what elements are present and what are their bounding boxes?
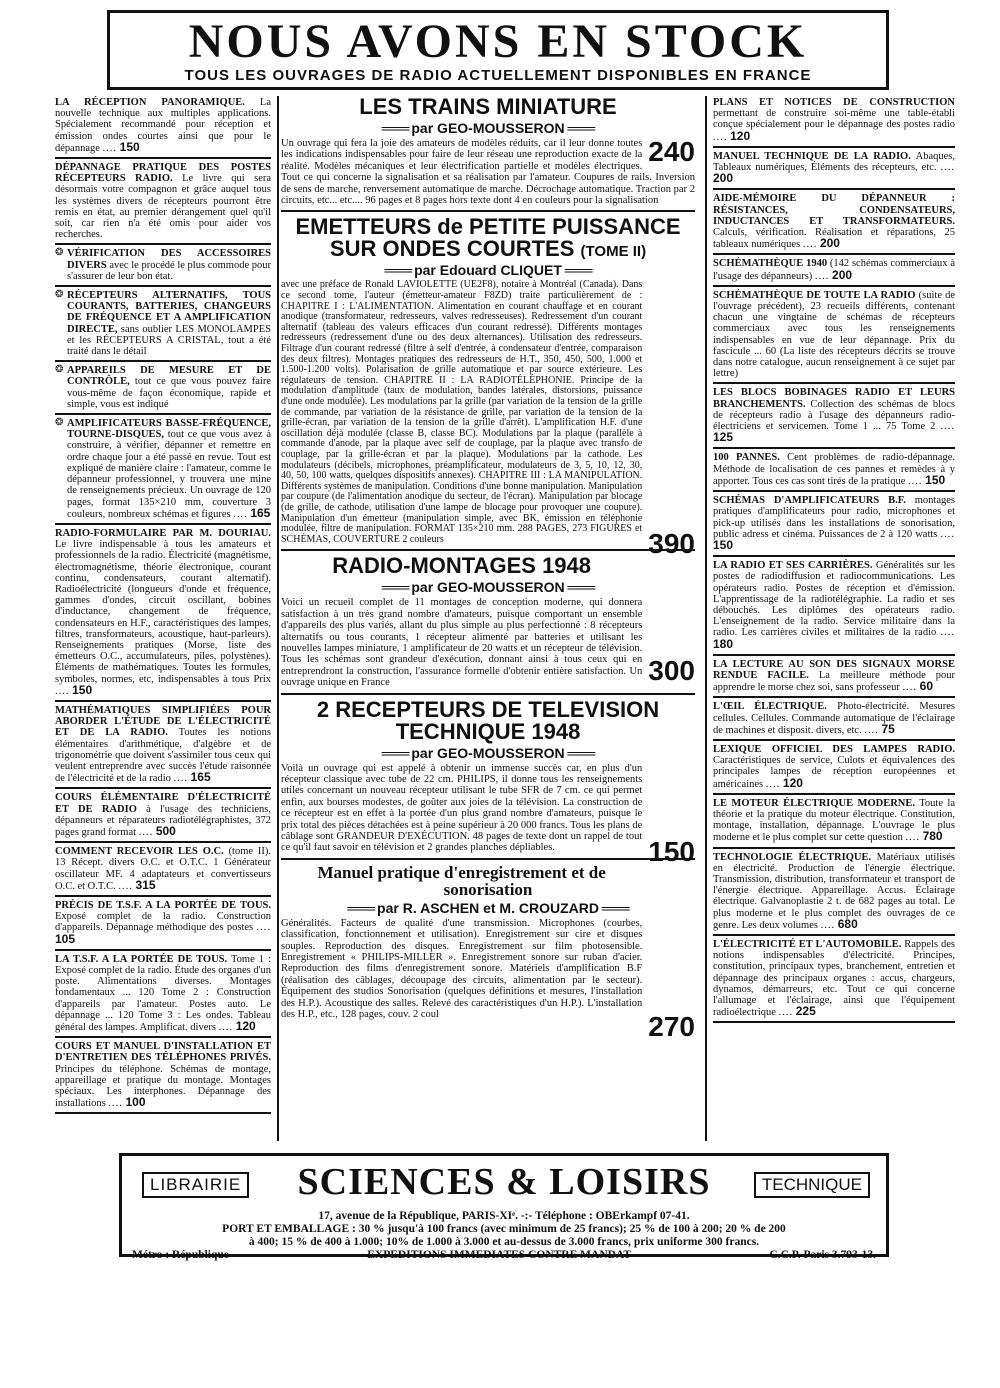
header-box [107, 10, 889, 90]
book-price: 300 [648, 655, 695, 687]
book-television [281, 696, 695, 867]
book-radio-montages [281, 555, 695, 694]
item-price: 150 [72, 682, 93, 697]
item-title: LA T.S.F. A LA PORTÉE DE TOUS. [55, 953, 228, 965]
catalog-item: LES BLOCS BOBINAGES RADIO ET LEURS BRANCHEMENTS. Collection des schémas de blocs de récepteurs radio à l'usage des dépanneurs radio-électriciens et servicemen. Tome 1 ... 75 Tome 2 .... 125 [713, 386, 955, 449]
item-title: LA RADIO ET SES CARRIÈRES. [713, 560, 873, 572]
item-price: 120 [782, 775, 803, 790]
catalog-item: PRÉCIS DE T.S.F. A LA PORTÉE DE TOUS. Exposé complet de la radio. Construction d'appareils. Dépannage méthodique des postes .... 105 [55, 899, 271, 951]
book-author: ═══ par Edouard CLIQUET ═══ [384, 262, 592, 279]
item-description: La nouvelle technique aux multiples applications. Spécialement recommandé pour réception et émission ondes courtes ainsi que pour le dépannage [55, 97, 271, 154]
item-price: 225 [795, 1004, 816, 1019]
item-description: La meilleure méthode pour apprendre le morse chez soi, sans professeur [713, 669, 955, 694]
book-trains [281, 96, 695, 212]
book-price: 390 [648, 528, 695, 560]
book-title: EMETTEURS de PETITE PUISSANCE SUR ONDES COURTES (TOME II) [295, 214, 681, 262]
book-title: LES TRAINS MINIATURE [359, 96, 617, 119]
item-title: LE MOTEUR ÉLECTRIQUE MODERNE. [713, 797, 915, 809]
item-price: 75 [881, 721, 895, 736]
book-title: 2 RECEPTEURS DE TELEVISION TECHNIQUE 1948 [316, 696, 660, 744]
item-title: RÉCEPTEURS ALTERNATIFS, TOUS COURANTS, BATTERIES, CHANGEURS DE FRÉQUENCE ET A AMPLIFICATION DIRECTE, [67, 290, 271, 335]
item-title: LES BLOCS BOBINAGES RADIO ET LEURS BRANCHEMENTS. [713, 387, 955, 410]
item-description: Cent problèmes de radio-dépannage. Méthode de localisation de ces pannes et remèdes à y apporter. Tous ces cas sont tirés de la pratique [713, 452, 955, 487]
item-description: à l'usage des techniciens, dépanneurs et réparateurs radiotélégraphistes, 372 pages grand format [55, 803, 272, 838]
catalog-item: MATHÉMATIQUES SIMPLIFIÉES POUR ABORDER L'ÉTUDE DE L'ÉLECTRICITÉ ET DE LA RADIO. Toutes les notions élémentaires d'arithmétique, d'algèbre et de trigonométrie que doivent s'assimiler tous ceux qui veulent entreprendre avec succès l'étude raisonnée de l'électricité et de la radio .... 165 [55, 704, 271, 789]
librairie-label: LIBRAIRIE [142, 1172, 249, 1198]
item-description: avec le procédé le plus commode pour s'assurer de leur bon état. [67, 259, 271, 282]
catalog-item: COURS ET MANUEL D'INSTALLATION ET D'ENTRETIEN DES TÉLÉPHONES PRIVÉS. Principes du téléphone. Schémas de montage, appareillage et pratique du montage. Montages spéciaux. Les interphones. Dépannage des installations .... 100 [55, 1040, 271, 1114]
catalog-item: L'ÉLECTRICITÉ ET L'AUTOMOBILE. Rappels des notions indispensables d'électricité. Principes, constitution, principaux types, branchement, entretien et dépannage des principaux organes : accus, chargeurs, dynamos, démarreurs, etc. Tout ce qui concerne l'allumage et l'éclairage, ainsi que l'équipement radioélectrique .... 225 [713, 938, 955, 1023]
footer-last-line [132, 1249, 876, 1262]
advertisement-page [47, 8, 955, 1308]
item-price: 680 [837, 916, 858, 931]
metro-info: Métro : République [132, 1249, 229, 1261]
item-title: SCHÉMATHÈQUE 1940 [713, 258, 828, 270]
page-title: NOUS AVONS EN STOCK [188, 15, 808, 68]
catalog-item: LE MOTEUR ÉLECTRIQUE MODERNE. Toute la théorie et la pratique du moteur électrique. Constitution, montage, installation, dépannage. L'ouvrage le plus moderne et le plus complet sur cette question .... 780 [713, 797, 955, 849]
book-price: 150 [648, 835, 695, 867]
book-title: RADIO-MONTAGES 1948 [332, 553, 592, 579]
catalog-item: LA T.S.F. A LA PORTÉE DE TOUS. Tome 1 : Exposé complet de la radio. Étude des organes d'un poste. Alimentations diverses. Montages fondamentaux ... 120 Tome 2 : Construction d'appareils par l'amateur. Postes auto. Le dépannage ... 120 Tome 3 : Les ondes. Tableau général des lampes. Amplificat. divers .... 120 [55, 953, 271, 1038]
item-price: 150 [925, 472, 946, 487]
item-title: DÉPANNAGE PRATIQUE DES POSTES RÉCEPTEURS RADIO. [55, 162, 271, 185]
item-description: Abaques, Tableaux numériques, Éléments des récepteurs, etc. [713, 150, 955, 174]
item-description: Caractéristiques de service, Culots et équivalences des principales lampes de réception européennes et américaines [713, 755, 955, 790]
book-title: Manuel pratique d'enregistrement et de sonorisation [317, 862, 606, 899]
book-price: 240 [648, 136, 695, 167]
catalog-item: L'ŒIL ÉLECTRIQUE. Photo-électricité. Mesures cellules. Cellules. Commande automatique de l'éclairage de machines et disposit. divers, etc. .... 75 [713, 700, 955, 741]
item-title: COURS ET MANUEL D'INSTALLATION ET D'ENTRETIEN DES TÉLÉPHONES PRIVÉS. [55, 1041, 271, 1064]
item-price: 165 [250, 505, 271, 520]
book-author: ═══ par GEO-MOUSSERON ═══ [381, 579, 595, 596]
catalog-item: SCHÉMATHÈQUE 1940 (142 schémas commerciaux à l'usage des dépanneurs) .... 200 [713, 257, 955, 286]
item-title: 100 PANNES. [713, 452, 780, 464]
shipping-rates-line1: PORT ET EMBALLAGE : 30 % jusqu'à 100 francs (avec minimum de 25 francs); 25 % de 100 à 200; 20 % de 200 [222, 1223, 786, 1235]
item-description: Toute la théorie et la pratique du moteur électrique. Constitution, montage, installation, dépannage. L'ouvrage le plus moderne et le plus complet sur cette question [713, 797, 955, 844]
shipping-rates-line2: à 400; 15 % de 400 à 1.000; 10% de 1.000 à 3.000 et au-dessus de 3.000 francs, prix uniforme 300 francs. [248, 1236, 760, 1248]
footer-details [132, 1210, 876, 1262]
catalog-item: ❂ AMPLIFICATEURS BASSE-FRÉQUENCE, TOURNE-DISQUES, tout ce que vous avez à construire, à vérifier, dépanner et remettre en ordre chaque jour a été passé en revue. Tout est expliqué de manière claire : l'amateur, comme le dépanneur professionnel, y trouvera une mine de renseignements précieux. Un ouvrage de 120 pages, format 135×210 mm, couverture 3 couleurs, nombreux schémas et figures .... 165 [55, 417, 271, 525]
item-price: 200 [713, 171, 734, 186]
page-subtitle: TOUS LES OUVRAGES DE RADIO ACTUELLEMENT DISPONIBLES EN FRANCE [184, 67, 812, 84]
item-description: (suite de l'ouvrage précédent), 23 recueils différents, contenant chacun une vingtaine de schémas de récepteurs commerciaux avec tous les renseignements indispensables en vue de leur dépannage. Prix du fascicule ... 60 (La liste des récepteurs décrits se trouve dans notre catalogue, aucun renseignement à ce sujet par lettre) [713, 289, 955, 380]
item-description: Calculs, vérification. Réalisation et réparations, 25 tableaux numériques [713, 227, 955, 251]
item-title: AMPLIFICATEURS BASSE-FRÉQUENCE, TOURNE-DISQUES, [67, 418, 271, 441]
item-description: Généralités sur les postes de radiodiffusion et radiocommunications. Les opérateurs radio. Postes de réception et d'émission. L'apprentissage de la radiotélégraphie. La radio et ses débouchés. Les diplômes des opérateurs radio. L'enseignement de la radio. Service militaire dans la radio. Les carrières civiles et militaires de la radio [713, 560, 955, 639]
book-description: 240 Un ouvrage qui fera la joie des amateurs de modèles réduits, car il leur donne toutes les indications indispensables pour faire de leur réseau une reproduction exacte de la réalité. Modèles mécaniques et leur électrification partielle et modèles électriques. Tout ce qui concerne la signalisation et sa réalisation par l'amateur. Coupures de rails. Inversion de sens de marche, renversement automatique de marche. Décrochage automatique. Traction par 2 circuits, etc... etc.... 96 pages et 8 pages hors texte dont 4 en couleurs pour la signalisation [281, 136, 695, 207]
book-description: 390 avec une préface de Ronald LAVIOLETTE (UE2F8), notaire à Montréal (Canada). Dans ce second tome, l'auteur (émetteur-amateur F8ZD) traite particulièrement de : CHAPITRE I : L'ALIMENTATION. Alimentation en courant chauffage et en courant anodique (transformateur, redresseurs, valves redresseuses). Redressement d'un courant alternatif (tableau des valeurs efficaces d'un courant redressé). Différents montages redresseurs (redressement d'une ou des deux alternances). Utilisation des redresseurs. Filtrage d'un courant redressé (filtre à self d'entrée, à condensateur d'entrée, comparaison des deux filtres). Montages pratiques des redresseurs de H.T., 350, 450, 500, 1.000 et 1.500-1.200 volts). Polarisation de grille automatique et par source extérieure. Les régulateurs de tension. CHAPITRE II : LA RADIOTÉLÉPHONIE. Principe de la modulation d'amplitude (taux de modulation, bandes latérales, distorsions, puissance d'une onde modulée). Les modulations par la grille (par variation de la tension de la grille de commande, par variation de la résistance de grille, par variation de la tension de la grille-écran, par variation de la tension de la grille d'arrêt). L'amplification H.F. d'une oscillation déjà modulée (classe B, classe BC). Modulations par la plaque (parallèle à commande d'anode, par la plaque avec self de couplage, par la plaque avec transfo de couplage, par la grille-écran et par la plaque). Modulations par la cathode. Les modulateurs (décibels, microphones, préamplificateur, modulateurs de 3, 5, 10, 12, 30, 40, 50, 100 watts, quelques dispositifs annexes). CHAPITRE III : LA MANIPULATION. Différents systèmes de manipulation. Conditions d'une bonne manipulation. Manipulation par coupure (de l'alimentation anodique du secteur, de l'écran). Manipulation par blocage (de grille, de cathode, utilisation d'une lampe de blocage pour provoquer une coupure). Manipulation d'un émetteur (manipulation simple, avec BK, émission en téléphonie modulée, filtre de manipulation. FORMAT 135×210 mm. 288 PAGES, 273 FIGURES et SCHÉMAS, COUVERTURE 2 couleurs [281, 279, 695, 560]
catalog-item: MANUEL TECHNIQUE DE LA RADIO. Abaques, Tableaux numériques, Éléments des récepteurs, etc. .... 200 [713, 150, 955, 191]
item-description: Photo-électricité. Mesures cellules. Cellules. Commande automatique de l'éclairage de machines et disposit. divers, etc. [713, 701, 955, 736]
item-price: 315 [135, 877, 156, 892]
book-author: ═══ par GEO-MOUSSERON ═══ [381, 120, 595, 136]
item-price: 120 [730, 128, 751, 143]
item-price: 165 [190, 770, 211, 785]
item-price: 180 [713, 636, 734, 651]
item-price: 125 [713, 430, 734, 445]
item-description: Principes du téléphone. Schémas de montage, appareillage et pratique du montage. Montages spéciaux. Les interphones. Dépannage des installations [55, 1063, 271, 1110]
catalog-item: RADIO-FORMULAIRE PAR M. DOURIAU. Le livre indispensable à tous les amateurs et professionnels de la radio. Électricité (magnétisme, électromagnétisme, théorie électronique, courant continu, condensateurs, courant alternatif). Radioélectricité (longueurs d'onde et fréquence, gammes d'ondes, circuit oscillant, bobines d'inductance, changement de fréquence, condensateurs en H.F., caractéristiques des lampes, filtres, transformateurs, acoustique, haut-parleurs). Renseignements pratiques (Morse, liste des émetteurs O.C., accumulateurs, piles, polystènes). Éléments de mathématiques. Toutes les formules, symboles, normes, etc, indispensables à tous Prix .... 150 [55, 527, 271, 702]
item-price: 200 [832, 267, 853, 282]
item-price: 200 [819, 236, 840, 251]
book-description: 300 Voici un recueil complet de 11 montages de conception moderne, qui donnera satisfaction à un très grand nombre d'amateurs, puisque comportant un ensemble d'appareils des plus variés, allant du plus simple au plus perfectionné : 8 récepteurs alternatifs ou tous courants, 1 récepteur alimenté par batteries et utilisant les nouvelles lampes miniature, 1 amplificateur de 20 watts et un récepteur de télévision. Tous les schémas sont grandeur d'exécution, donnant ainsi à tous ceux qui en entreprendront la construction, l'assurance formelle d'obtenir entière satisfaction. Un ouvrage unique en France [281, 597, 695, 689]
catalog-item: AIDE-MÉMOIRE DU DÉPANNEUR : RÉSISTANCES, CONDENSATEURS, INDUCTANCES ET TRANSFORMATEURS. Calculs, vérification. Réalisation et réparations, 25 tableaux numériques .... 200 [713, 192, 955, 255]
item-description: Le livre qui sera désormais votre compagnon et grâce auquel tous les systèmes divers de récepteurs pourront être remis en état, au premier dérangement quel qu'il soit, car rien n'a été omis pour aider vos recherches. [55, 173, 272, 241]
item-description: tout ce que vous pouvez faire vous-même de façon économique, rapide et simple, vous est indiqué [67, 376, 271, 410]
left-column [55, 96, 279, 1141]
item-price: 780 [922, 829, 943, 844]
catalog-item: LEXIQUE OFFICIEL DES LAMPES RADIO. Caractéristiques de service, Culots et équivalences des principales lampes de réception européennes et américaines .... 120 [713, 743, 955, 795]
item-description: permettant de construire soi-même une table-établi conçue spécialement pour le dépannage des postes radio [713, 108, 955, 131]
item-title: APPAREILS DE MESURE ET DE CONTRÔLE, [67, 365, 271, 388]
catalog-item: COURS ÉLÉMENTAIRE D'ÉLECTRICITÉ ET DE RADIO à l'usage des techniciens, dépanneurs et réparateurs radiotélégraphistes, 372 pages grand format .... 500 [55, 791, 271, 843]
ccp-info: C.C.P. Paris 3.793-13. [769, 1249, 876, 1261]
catalog-item [55, 247, 271, 287]
book-sonorisation [281, 862, 695, 1042]
book-price: 270 [648, 1010, 695, 1042]
item-title: MATHÉMATIQUES SIMPLIFIÉES POUR ABORDER L'ÉTUDE DE L'ÉLECTRICITÉ ET DE LA RADIO. [55, 704, 271, 739]
book-author: ═══ par R. ASCHEN et M. CROUZARD ═══ [347, 899, 629, 916]
book-description: 150 Voilà un ouvrage qui est appelé à obtenir un immense succès car, en plus d'un récepteur classique avec tube de 22 cm. PHILIPS, il donne tous les renseignements utiles concernant un nouveau récepteur utilisant le tube SFR de 7 cm. ce qui permet enfin, aux bourses modestes, de goûter aux joies de la télévision. La construction de ce récepteur est en effet à la portée d'un plus grand nombre d'amateurs, puisque le prix total des pièces détachées est à peine supérieur à 20 000 francs. Tous les plans de câblage sont GRANDEUR D'EXÉCUTION. 48 pages de texte dont un rappel de tout ce qu'il faut savoir en télévision et 2 grandes planches dépliables. [281, 762, 695, 867]
item-price: 120 [235, 1019, 256, 1034]
item-title: TECHNOLOGIE ÉLECTRIQUE. [713, 851, 872, 863]
book-emetteurs [281, 214, 695, 560]
item-title: COURS ÉLÉMENTAIRE D'ÉLECTRICITÉ ET DE RADIO [55, 792, 271, 815]
item-price: 150 [713, 537, 734, 552]
item-price: 500 [155, 823, 176, 838]
catalog-item: TECHNOLOGIE ÉLECTRIQUE. Matériaux utilisés en électricité. Production de l'énergie électrique. Transmission, distribution, transformateur et transport de l'énergie électrique. Appareillage. Accus. Éclairage électrique. Galvanoplastie 2 t. de 682 pages au total. Le plus moderne et le plus complet des ouvrages de ce genre. Les deux volumes .... 680 [713, 851, 955, 936]
item-price: 105 [55, 931, 76, 946]
item-title: SCHÉMATHÈQUE DE TOUTE LA RADIO [713, 289, 916, 301]
item-price: 150 [119, 139, 140, 154]
item-title: VÉRIFICATION DES ACCESSOIRES DIVERS [67, 248, 271, 271]
item-description: Exposé complet de la radio. Construction d'appareils. Dépannage méthodique des postes [55, 911, 271, 934]
catalog-item [713, 289, 955, 385]
catalog-item: LA RADIO ET SES CARRIÈRES. Généralités sur les postes de radiodiffusion et radiocommunications. Les opérateurs radio. Postes de réception et d'émission. L'apprentissage de la radiotélégraphie. La radio et ses débouchés. Les diplômes des opérateurs radio. L'enseignement de la radio. Service militaire dans la radio. Les carrières civiles et militaires de la radio .... 180 [713, 559, 955, 656]
item-description: (142 schémas commerciaux à l'usage des dépanneurs) [713, 258, 955, 282]
item-title: PLANS ET NOTICES DE CONSTRUCTION [713, 97, 955, 108]
catalog-item [55, 364, 271, 415]
item-description: Le livre indispensable à tous les amateurs et professionnels de la radio. Électricité (magnétisme, électromagnétisme, théorie électronique, courant continu, condensateurs, courant alternatif). Radioélectricité (longueurs d'onde et fréquence, gammes d'ondes, circuit oscillant, bobines d'inductance, changement de fréquence, condensateurs en H.F., caractéristiques des lampes, filtres, transformateurs, acoustique, haut-parleurs). Renseignements pratiques (Morse, liste des émetteurs O.C., accumulateurs, piles, polystènes). Éléments de mathématiques. Toutes les formules, symboles, normes, etc, indispensables à tous Prix [55, 539, 271, 685]
catalog-item [55, 289, 271, 362]
book-description: 270 Généralités. Facteurs de qualité d'une transmission. Microphones (courbes, classification, fonctionnement et utilisation). Enregistrement sur cire et disques souples. Reproduction des disques. Enregistrement sur film photosensible. Enregistrement « PHILIPS-MILLER ». Enregistrement sonore sur ruban d'acier. Reproduction des films d'enregistrement sonore. Matériels d'amplification B.F (réalisation des câblages, découpage des circuits, alimentation par le secteur). Équipement des studios Sonorisation (quelques définitions et mesures, l'installation des H.P.). Acoustique des salles. Relevé des caractéristiques d'un H.P.). L'installation des H.P., etc., 128 pages, couv. 2 coul [281, 917, 695, 1042]
item-description: (tome II). 13 Récept. divers O.C. et O.T.C. 1 Générateur oscillateur MF. 4 adaptateurs et convertisseurs O.C. et O.T.C. [55, 846, 272, 892]
middle-column [281, 96, 695, 1141]
item-description: Collection des schémas de blocs de récepteurs radio à l'usage des dépanneurs radio-électriciens et servicemen. Tome 1 ... 75 Tome 2 [713, 398, 955, 433]
catalog-item: LA RÉCEPTION PANORAMIQUE. La nouvelle technique aux multiples applications. Spécialement recommandé pour réception et émission ondes courtes ainsi que pour le dépannage .... 150 [55, 96, 271, 159]
item-title: MANUEL TECHNIQUE DE LA RADIO. [713, 150, 911, 162]
technique-label: TECHNIQUE [754, 1172, 870, 1198]
item-price: 100 [125, 1095, 146, 1110]
item-title: LA LECTURE AU SON DES SIGNAUX MORSE RENDUE FACILE. [713, 658, 955, 681]
publisher-banner [132, 1160, 876, 1208]
expeditions-info: EXPEDITIONS IMMEDIATES CONTRE MANDAT [367, 1249, 632, 1261]
publisher-footer [119, 1153, 889, 1261]
catalog-item: COMMENT RECEVOIR LES O.C. (tome II). 13 Récept. divers O.C. et O.T.C. 1 Générateur oscillateur MF. 4 adaptateurs et convertisseurs O.C. et O.T.C. .... 315 [55, 845, 271, 897]
item-price: 60 [919, 679, 933, 694]
item-title: L'ŒIL ÉLECTRIQUE. [713, 701, 827, 713]
item-description: montages pratiques d'amplificateurs pour radio, microphones et pick-up utilisés dans les installations de sonorisation, public adress et cinéma. Puissances de 2 à 120 watts [713, 495, 955, 540]
catalog-item: SCHÉMAS D'AMPLIFICATEURS B.F. montages pratiques d'amplificateurs pour radio, microphones et pick-up utilisés dans les installations de sonorisation, public adress et cinéma. Puissances de 2 à 120 watts .... 150 [713, 494, 955, 557]
item-title: LEXIQUE OFFICIEL DES LAMPES RADIO. [713, 743, 955, 755]
book-author: ═══ par GEO-MOUSSERON ═══ [381, 744, 595, 761]
item-title: COMMENT RECEVOIR LES O.C. [55, 846, 224, 858]
item-title: RADIO-FORMULAIRE PAR M. DOURIAU. [55, 527, 271, 539]
catalog-item: PLANS ET NOTICES DE CONSTRUCTION permettant de construire soi-même une table-établi conçue spécialement pour le dépannage des postes radio .... 120 [713, 96, 955, 148]
item-description: Rappels des notions indispensables d'électricité. Principes, constitution, principaux types, branchement, entretien et dépannage des principaux organes : accus, chargeurs, dynamos, démarreurs, etc. Tout ce qui concerne l'allumage et l'éclairage, ainsi que l'équipement radioélectrique [713, 939, 955, 1019]
item-description: Tome 1 : Exposé complet de la radio. Étude des organes d'un poste. Alimentations diverses. Montages fondamentaux ... 120 Tome 2 : Construction d'appareils par l'amateur. Postes auto. Le dépannage ... 120 Tome 3 : Les ondes. Tableau général des lampes. Amplificat. divers [55, 953, 272, 1034]
item-title: LA RÉCEPTION PANORAMIQUE. [55, 97, 245, 108]
item-description: sans oublier LES MONOLAMPES et les RÉCEPTEURS A CRISTAL, tout a été traité dans le détail [67, 323, 271, 358]
right-column [705, 96, 955, 1141]
catalog-item: 100 PANNES. Cent problèmes de radio-dépannage. Méthode de localisation de ces pannes et remèdes à y apporter. Tous ces cas sont tirés de la pratique .... 150 [713, 451, 955, 492]
item-title: AIDE-MÉMOIRE DU DÉPANNEUR : RÉSISTANCES, CONDENSATEURS, INDUCTANCES ET TRANSFORMATEURS. [713, 193, 955, 227]
item-description: Toutes les notions élémentaires d'arithmétique, d'algèbre et de trigonométrie que doivent s'assimiler tous ceux qui veulent entreprendre avec succès l'étude raisonnée de l'électricité et de la radio [55, 727, 271, 785]
publisher-address: 17, avenue de la République, PARIS-XIᵉ. -:- Téléphone : OBErkampf 07-41. [318, 1210, 690, 1222]
item-description: Matériaux utilisés en électricité. Production de l'énergie électrique. Transmission, distribution, transformateur et transport de l'énergie électrique. Appareillage. Accus. Éclairage électrique. Galvanoplastie 2 t. de 682 pages au total. Le plus moderne et le plus complet des ouvrages de ce genre. Les deux volumes [713, 851, 955, 931]
catalog-item: LA LECTURE AU SON DES SIGNAUX MORSE RENDUE FACILE. La meilleure méthode pour apprendre le morse chez soi, sans professeur .... 60 [713, 658, 955, 699]
catalog-item [55, 161, 271, 245]
publisher-name: SCIENCES & LOISIRS [297, 1161, 711, 1203]
item-title: SCHÉMAS D'AMPLIFICATEURS B.F. [713, 495, 906, 507]
item-description: tout ce que vous avez à construire, à vérifier, dépanner et remettre en ordre chaque jour a été passé en revue. Tout est expliqué de manière claire : l'amateur, comme le dépanneur professionnel, y trouvera une mine de renseignements précieux. Un ouvrage de 120 pages, format 135×210 mm, couverture 3 couleurs, nombreux schémas et figures [67, 429, 271, 520]
item-title: L'ÉLECTRICITÉ ET L'AUTOMOBILE. [713, 939, 902, 950]
item-title: PRÉCIS DE T.S.F. A LA PORTÉE DE TOUS. [55, 900, 271, 911]
